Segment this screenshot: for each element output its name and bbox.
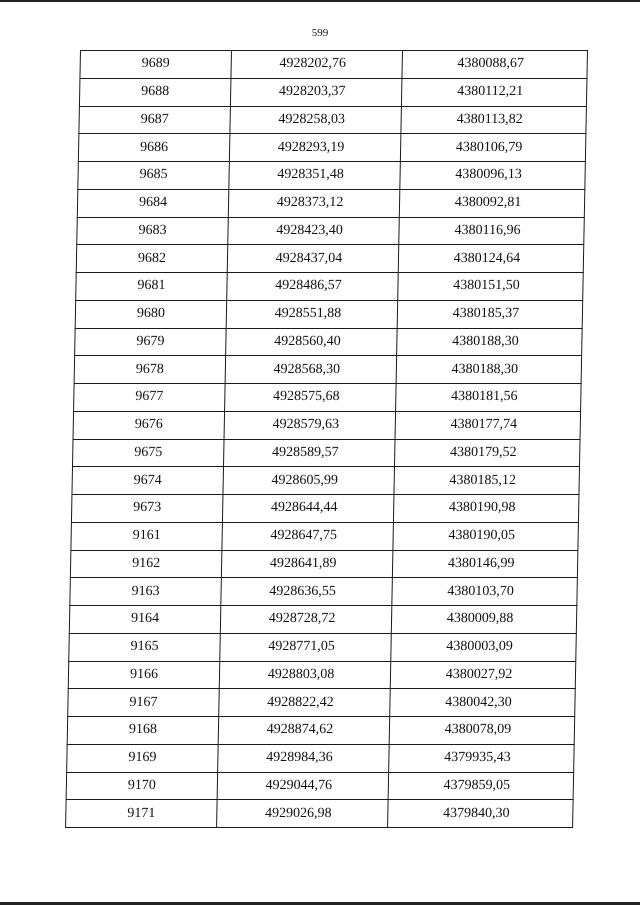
- point-id-value: 9687: [140, 111, 169, 127]
- x-coordinate-value: 4928202,76: [279, 56, 347, 72]
- point-id-value: 9676: [134, 417, 163, 433]
- y-coordinate-value: 4380009,88: [446, 611, 514, 627]
- x-coordinate-cell: [220, 633, 392, 661]
- point-id-value: 9688: [141, 84, 170, 100]
- scan-border-top: [0, 0, 640, 2]
- y-coordinate-value: 4380078,09: [444, 722, 512, 738]
- table-row: [77, 217, 585, 245]
- x-coordinate-cell: [222, 495, 394, 523]
- y-coordinate-cell: [397, 328, 583, 356]
- y-coordinate-cell: [394, 439, 580, 467]
- point-id-cell: [69, 606, 221, 634]
- x-coordinate-cell: [219, 661, 391, 689]
- x-coordinate-value: 4928605,99: [271, 472, 339, 488]
- point-id-value: 9675: [134, 444, 163, 460]
- y-coordinate-cell: [393, 495, 579, 523]
- y-coordinate-cell: [396, 384, 582, 412]
- x-coordinate-cell: [225, 356, 397, 384]
- table-row: [78, 134, 586, 162]
- x-coordinate-cell: [225, 384, 397, 412]
- y-coordinate-value: 4380116,96: [454, 222, 521, 238]
- x-coordinate-cell: [220, 606, 392, 634]
- x-coordinate-cell: [219, 689, 391, 717]
- point-id-value: 9674: [133, 472, 162, 488]
- x-coordinate-cell: [218, 744, 390, 772]
- point-id-cell: [68, 689, 220, 717]
- y-coordinate-cell: [391, 606, 577, 634]
- point-id-cell: [76, 273, 228, 301]
- table-row: [79, 78, 587, 106]
- y-coordinate-cell: [400, 162, 586, 190]
- y-coordinate-value: 4380003,09: [446, 639, 513, 655]
- y-coordinate-value: 4380027,92: [445, 666, 513, 682]
- table-row: [66, 772, 574, 800]
- y-coordinate-value: 4380177,74: [450, 417, 518, 433]
- y-coordinate-value: 4380092,81: [454, 195, 522, 211]
- y-coordinate-value: 4380190,05: [448, 528, 516, 544]
- x-coordinate-cell: [226, 328, 398, 356]
- point-id-cell: [69, 633, 221, 661]
- point-id-cell: [66, 800, 218, 828]
- table-row: [76, 245, 584, 273]
- table-row: [66, 800, 574, 828]
- x-coordinate-cell: [229, 134, 401, 162]
- table-row: [70, 578, 578, 606]
- x-coordinate-cell: [221, 550, 393, 578]
- coordinates-table-wrapper: [65, 50, 584, 828]
- y-coordinate-cell: [397, 300, 583, 328]
- x-coordinate-value: 4928351,48: [277, 167, 344, 183]
- table-row: [79, 106, 587, 134]
- point-id-cell: [70, 578, 222, 606]
- table-row: [78, 162, 586, 190]
- page-number: 599: [311, 27, 329, 39]
- point-id-cell: [75, 300, 227, 328]
- point-id-value: 9171: [127, 805, 156, 821]
- y-coordinate-cell: [389, 717, 575, 745]
- point-id-value: 9164: [130, 611, 160, 627]
- x-coordinate-value: 4928636,55: [269, 583, 337, 599]
- point-id-cell: [73, 411, 225, 439]
- point-id-value: 9167: [129, 694, 158, 710]
- y-coordinate-cell: [390, 661, 576, 689]
- point-id-value: 9686: [139, 139, 169, 155]
- x-coordinate-cell: [228, 189, 400, 217]
- y-coordinate-value: 4380113,82: [456, 111, 523, 127]
- x-coordinate-value: 4928568,30: [273, 361, 341, 377]
- x-coordinate-value: 4928589,57: [271, 444, 339, 460]
- point-id-cell: [77, 189, 229, 217]
- x-coordinate-value: 4928771,05: [268, 639, 335, 655]
- point-id-value: 9680: [136, 306, 166, 322]
- x-coordinate-value: 4928874,62: [266, 722, 334, 738]
- y-coordinate-cell: [392, 578, 578, 606]
- point-id-value: 9163: [131, 583, 160, 599]
- table-row: [70, 550, 578, 578]
- point-id-cell: [66, 772, 218, 800]
- x-coordinate-value: 4928984,36: [266, 750, 333, 766]
- y-coordinate-value: 4380088,67: [457, 56, 525, 72]
- y-coordinate-cell: [392, 550, 578, 578]
- table-row: [80, 51, 588, 79]
- x-coordinate-value: 4928579,63: [272, 417, 340, 433]
- point-id-cell: [79, 106, 231, 134]
- coordinates-table-body: [66, 51, 588, 828]
- point-id-cell: [77, 217, 229, 245]
- y-coordinate-value: 4380103,70: [447, 583, 515, 599]
- point-id-value: 9170: [127, 777, 157, 793]
- table-row: [68, 689, 576, 717]
- y-coordinate-value: 4380124,64: [453, 250, 521, 266]
- point-id-cell: [78, 162, 230, 190]
- point-id-value: 9165: [130, 639, 159, 655]
- x-coordinate-value: 4928728,72: [268, 611, 336, 627]
- x-coordinate-value: 4928647,75: [270, 528, 338, 544]
- y-coordinate-value: 4380179,52: [449, 444, 517, 460]
- y-coordinate-cell: [401, 106, 587, 134]
- y-coordinate-cell: [395, 411, 581, 439]
- y-coordinate-cell: [396, 356, 582, 384]
- table-row: [67, 717, 575, 745]
- x-coordinate-value: 4928258,03: [278, 111, 346, 127]
- x-coordinate-value: 4928437,04: [275, 250, 343, 266]
- table-row: [68, 661, 576, 689]
- y-coordinate-cell: [400, 134, 586, 162]
- y-coordinate-value: 4380188,30: [451, 361, 519, 377]
- coordinates-table: [65, 50, 588, 828]
- y-coordinate-value: 4380042,30: [445, 694, 512, 710]
- x-coordinate-value: 4928641,89: [269, 555, 337, 571]
- y-coordinate-cell: [393, 522, 579, 550]
- x-coordinate-cell: [217, 800, 389, 828]
- table-row: [74, 384, 582, 412]
- table-row: [72, 439, 580, 467]
- point-id-value: 9685: [139, 167, 168, 183]
- y-coordinate-value: 4380146,99: [447, 555, 515, 571]
- x-coordinate-value: 4929044,76: [265, 777, 333, 793]
- y-coordinate-value: 4380188,30: [452, 333, 519, 349]
- point-id-cell: [74, 384, 226, 412]
- y-coordinate-value: 4379840,30: [442, 805, 510, 821]
- point-id-cell: [79, 78, 231, 106]
- x-coordinate-cell: [227, 273, 399, 301]
- x-coordinate-cell: [222, 522, 394, 550]
- point-id-cell: [76, 245, 228, 273]
- table-row: [71, 495, 579, 523]
- x-coordinate-value: 4929026,98: [264, 805, 332, 821]
- y-coordinate-cell: [399, 217, 585, 245]
- y-coordinate-cell: [398, 273, 584, 301]
- x-coordinate-value: 4928644,44: [270, 500, 338, 516]
- point-id-cell: [71, 522, 223, 550]
- table-row: [76, 273, 584, 301]
- point-id-cell: [72, 467, 224, 495]
- point-id-cell: [80, 51, 232, 79]
- point-id-value: 9168: [128, 722, 158, 738]
- point-id-cell: [74, 356, 226, 384]
- y-coordinate-value: 4379935,43: [444, 750, 511, 766]
- table-row: [74, 356, 582, 384]
- point-id-value: 9679: [136, 333, 165, 349]
- table-row: [77, 189, 585, 217]
- y-coordinate-cell: [389, 744, 575, 772]
- x-coordinate-cell: [229, 162, 401, 190]
- y-coordinate-cell: [394, 467, 580, 495]
- point-id-value: 9169: [128, 750, 157, 766]
- x-coordinate-cell: [223, 439, 395, 467]
- x-coordinate-cell: [218, 717, 390, 745]
- point-id-value: 9678: [135, 361, 165, 377]
- table-row: [69, 633, 577, 661]
- point-id-value: 9161: [132, 528, 161, 544]
- point-id-cell: [68, 661, 220, 689]
- x-coordinate-cell: [226, 300, 398, 328]
- y-coordinate-value: 4380112,21: [457, 84, 524, 100]
- point-id-cell: [75, 328, 227, 356]
- x-coordinate-value: 4928822,42: [267, 694, 334, 710]
- x-coordinate-value: 4928293,19: [277, 139, 345, 155]
- x-coordinate-cell: [217, 772, 389, 800]
- table-row: [69, 606, 577, 634]
- table-row: [75, 300, 583, 328]
- y-coordinate-value: 4380181,56: [450, 389, 518, 405]
- x-coordinate-value: 4928551,88: [274, 306, 342, 322]
- x-coordinate-cell: [221, 578, 393, 606]
- point-id-cell: [67, 744, 219, 772]
- y-coordinate-value: 4380190,98: [448, 500, 516, 516]
- y-coordinate-value: 4380151,50: [453, 278, 520, 294]
- table-row: [71, 522, 579, 550]
- point-id-cell: [67, 717, 219, 745]
- x-coordinate-value: 4928373,12: [276, 195, 344, 211]
- table-row: [73, 411, 581, 439]
- point-id-value: 9684: [138, 195, 168, 211]
- y-coordinate-value: 4380185,12: [449, 472, 517, 488]
- y-coordinate-cell: [401, 78, 587, 106]
- point-id-value: 9681: [137, 278, 166, 294]
- y-coordinate-cell: [402, 51, 588, 79]
- x-coordinate-value: 4928560,40: [274, 333, 341, 349]
- x-coordinate-cell: [231, 51, 403, 79]
- y-coordinate-cell: [398, 245, 584, 273]
- x-coordinate-value: 4928486,57: [275, 278, 342, 294]
- y-coordinate-value: 4380106,79: [455, 139, 523, 155]
- point-id-value: 9689: [141, 56, 170, 72]
- x-coordinate-cell: [223, 467, 395, 495]
- point-id-cell: [70, 550, 222, 578]
- x-coordinate-cell: [228, 217, 400, 245]
- y-coordinate-cell: [388, 800, 574, 828]
- y-coordinate-value: 4380096,13: [455, 167, 522, 183]
- x-coordinate-value: 4928575,68: [272, 389, 340, 405]
- x-coordinate-cell: [230, 78, 402, 106]
- x-coordinate-cell: [230, 106, 402, 134]
- x-coordinate-cell: [227, 245, 399, 273]
- x-coordinate-value: 4928423,40: [276, 222, 343, 238]
- y-coordinate-cell: [399, 189, 585, 217]
- point-id-cell: [72, 439, 224, 467]
- y-coordinate-cell: [390, 689, 576, 717]
- point-id-value: 9166: [129, 666, 159, 682]
- y-coordinate-cell: [388, 772, 574, 800]
- point-id-value: 9683: [138, 222, 167, 238]
- point-id-value: 9682: [137, 250, 167, 266]
- point-id-cell: [71, 495, 223, 523]
- y-coordinate-value: 4380185,37: [452, 306, 520, 322]
- table-row: [75, 328, 583, 356]
- point-id-value: 9673: [133, 500, 162, 516]
- y-coordinate-value: 4379859,05: [443, 777, 511, 793]
- y-coordinate-cell: [391, 633, 577, 661]
- x-coordinate-value: 4928203,37: [278, 84, 346, 100]
- point-id-value: 9677: [135, 389, 164, 405]
- point-id-cell: [78, 134, 230, 162]
- point-id-value: 9162: [131, 555, 161, 571]
- x-coordinate-value: 4928803,08: [267, 666, 335, 682]
- table-row: [72, 467, 580, 495]
- x-coordinate-cell: [224, 411, 396, 439]
- table-row: [67, 744, 575, 772]
